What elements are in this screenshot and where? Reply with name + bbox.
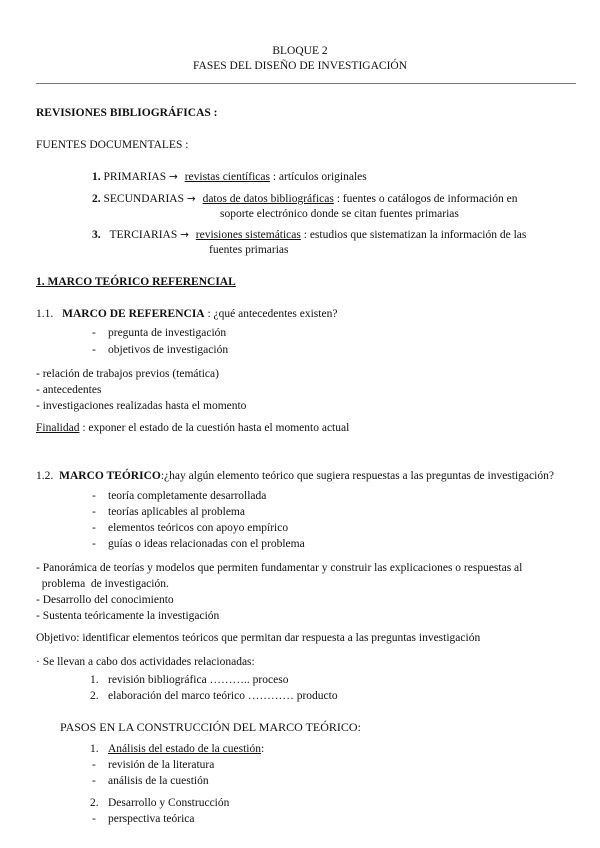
dash-list-item: - revisión de la literatura <box>92 759 215 771</box>
source-link: datos de datos bibliográficas <box>202 193 334 205</box>
text-line: - relación de trabajos previos (temática) <box>36 368 219 380</box>
source-item-primarias <box>92 170 367 184</box>
source-name: TERCIARIAS <box>109 229 178 241</box>
dash-list-item: - guías o ideas relacionadas con el problema <box>92 538 305 550</box>
section-heading-marco-teorico-referencial: 1. MARCO TEÓRICO REFERENCIAL <box>36 276 236 288</box>
pasos-heading: PASOS EN LA CONSTRUCCIÓN DEL MARCO TEÓRICO: <box>60 720 361 734</box>
dash-list-item: - perspectiva teórica <box>92 813 195 825</box>
source-description-continuation: fuentes primarias <box>209 244 289 256</box>
step-title: Desarrollo y Construcción <box>108 797 230 809</box>
dash-list-item: - pregunta de investigación <box>92 327 227 339</box>
subsection-1-2-heading <box>36 469 554 483</box>
subsection-question: : ¿qué antecedentes existen? <box>204 308 338 320</box>
source-link: revistas científicas <box>184 171 270 183</box>
text-line: - antecedentes <box>36 384 102 396</box>
text-line: - Panorámica de teorías y modelos que permiten fundamentar y construir las explicaciones o respuestas al <box>36 562 523 574</box>
step-item: 2. Desarrollo y Construcción <box>90 797 230 809</box>
source-number: 2. <box>92 193 101 205</box>
dash-list-item: - teorías aplicables al problema <box>92 506 245 518</box>
source-name: PRIMARIAS <box>103 171 167 183</box>
source-description: : fuentes o catálogos de información en <box>333 193 518 205</box>
step-item: 1. Análisis del estado de la cuestión: <box>90 743 265 755</box>
source-number: 3. <box>92 229 101 241</box>
finalidad-label: Finalidad <box>36 422 80 434</box>
activities-line: · Se llevan a cabo dos actividades relacionadas: <box>36 656 255 668</box>
numbered-list-item: 2. elaboración del marco teórico ………… producto <box>90 690 338 702</box>
subsection-1-1-heading <box>36 307 337 321</box>
arrow-right-icon: → <box>169 171 178 183</box>
source-description-continuation: soporte electrónico donde se citan fuentes primarias <box>220 208 459 220</box>
source-item-secundarias <box>92 192 517 206</box>
source-number: 1. <box>92 171 101 183</box>
fuentes-documentales-label: FUENTES DOCUMENTALES : <box>36 139 189 151</box>
subsection-title: MARCO TEÓRICO <box>59 470 161 482</box>
subsection-number: 1.1. <box>36 308 54 320</box>
finalidad-line <box>36 421 349 435</box>
section-heading-revisiones: REVISIONES BIBLIOGRÁFICAS : <box>36 107 218 119</box>
text-line: problema de investigación. <box>36 578 169 590</box>
objective-line: Objetivo: identificar elementos teóricos que permitan dar respuesta a las preguntas investigación <box>36 632 481 644</box>
arrow-right-icon: → <box>180 229 189 241</box>
dash-list-item: - elementos teóricos con apoyo empírico <box>92 522 289 534</box>
subsection-title: MARCO DE REFERENCIA <box>62 308 205 320</box>
title-divider <box>36 83 576 84</box>
step-title: Análisis del estado de la cuestión <box>108 743 261 755</box>
dash-list-item: - objetivos de investigación <box>92 344 229 356</box>
dash-list-item: - teoría completamente desarrollada <box>92 490 267 502</box>
text-line: - Sustenta teóricamente la investigación <box>36 610 220 622</box>
text-line: - Desarrollo del conocimiento <box>36 594 174 606</box>
numbered-list-item: 1. revisión bibliográfica ……….. proceso <box>90 674 289 686</box>
dash-list-item: - análisis de la cuestión <box>92 775 209 787</box>
source-description: : estudios que sistematizan la información de las <box>300 229 527 241</box>
source-item-terciarias <box>92 228 526 242</box>
document-title: BLOQUE 2 <box>272 45 328 57</box>
subsection-question: :¿hay algún elemento teórico que sugiera respuestas a las preguntas de investigación? <box>160 470 554 482</box>
source-description: : artículos originales <box>269 171 367 183</box>
subsection-number: 1.2. <box>36 470 54 482</box>
arrow-right-icon: → <box>186 193 196 205</box>
text-line: - investigaciones realizadas hasta el momento <box>36 400 247 412</box>
source-link: revisiones sistemáticas <box>195 229 301 241</box>
source-name: SECUNDARIAS <box>103 193 185 205</box>
document-subtitle: FASES DEL DISEÑO DE INVESTIGACIÓN <box>192 60 408 72</box>
finalidad-text: : exponer el estado de la cuestión hasta el momento actual <box>79 422 350 434</box>
